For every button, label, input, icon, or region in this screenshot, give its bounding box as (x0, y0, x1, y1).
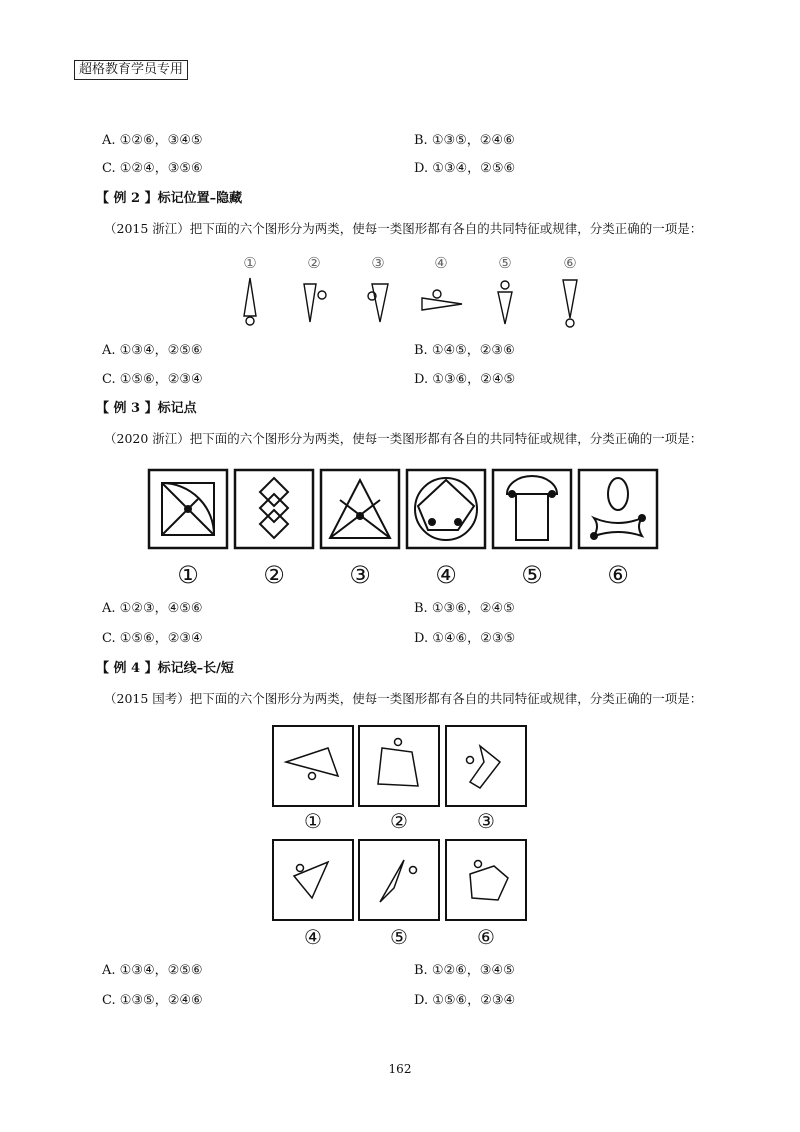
example4-fig5-triangle (380, 860, 404, 902)
example3-fig5-dot-a (509, 491, 515, 497)
example3-label-3: ③ (349, 561, 371, 589)
example3-option-c: C. ①⑤⑥，②③④ (102, 631, 203, 646)
example3-fig4-dot-a (429, 519, 435, 525)
example3-label-6: ⑥ (607, 561, 629, 589)
example3-fig2-diamond-mid (260, 494, 288, 522)
example3-fig1-dot (185, 506, 191, 512)
example2-label-5: ⑤ (498, 254, 512, 272)
example2-fig4-dot (433, 290, 441, 298)
example4-label-1: ① (304, 809, 322, 833)
example4-fig1-frame (273, 726, 353, 806)
example4-label-3: ③ (477, 809, 495, 833)
example4-fig6-dot (475, 861, 482, 868)
example2-label-1: ① (243, 254, 257, 272)
example2-fig6-dot (566, 319, 574, 327)
example3-fig6-ellipse (608, 478, 628, 510)
example4-option-a: A. ①③④，②⑤⑥ (102, 963, 203, 978)
example3-fig5-rect (516, 494, 548, 540)
example2-label-3: ③ (371, 254, 385, 272)
example2-option-c: C. ①⑤⑥，②③④ (102, 372, 203, 387)
example3-label-1: ① (177, 561, 199, 589)
example3-fig6-bowl (594, 518, 642, 536)
example3-fig4-dot-b (455, 519, 461, 525)
example3-question: （2020 浙江）把下面的六个图形分为两类，使每一类图形都有各自的共同特征或规律，分类正确的一项是： (104, 431, 703, 446)
example2-label-6: ⑥ (563, 254, 577, 272)
example3-option-b: B. ①③⑥，②④⑤ (414, 601, 515, 616)
example3-fig3-line-b (340, 500, 390, 538)
example4-figures (0, 722, 800, 962)
example2-option-d: D. ①③⑥，②④⑤ (414, 372, 516, 387)
example2-heading: 【 例 2 】标记位置–隐藏 (96, 191, 243, 206)
example3-fig6-dot-a (591, 533, 597, 539)
example4-fig3-dot (467, 757, 474, 764)
option-a: A. ①②⑥，③④⑤ (102, 133, 203, 148)
example2-fig4-triangle (422, 298, 462, 310)
example4-fig5-frame (359, 840, 439, 920)
example2-fig1-triangle (244, 278, 256, 316)
example4-label-5: ⑤ (390, 925, 408, 949)
example3-fig4-square (418, 480, 474, 530)
example3-fig3-triangle (330, 480, 390, 538)
example2-fig5-dot (501, 281, 509, 289)
example3-fig5-frame (493, 470, 571, 548)
option-b: B. ①③⑤，②④⑥ (414, 133, 515, 148)
option-d: D. ①③④，②⑤⑥ (414, 161, 516, 176)
example3-label-2: ② (263, 561, 285, 589)
example3-heading: 【 例 3 】标记点 (96, 401, 197, 416)
example4-fig2-quad (378, 748, 418, 786)
example4-fig4-frame (273, 840, 353, 920)
example3-label-5: ⑤ (521, 561, 543, 589)
example4-fig4-dot (297, 865, 304, 872)
example4-fig1-dot (309, 773, 316, 780)
example3-option-a: A. ①②③，④⑤⑥ (102, 601, 203, 616)
example2-label-4: ④ (434, 254, 448, 272)
example4-fig4-triangle (294, 862, 328, 898)
example4-label-2: ② (390, 809, 408, 833)
example4-heading: 【 例 4 】标记线–长/短 (96, 661, 234, 676)
example4-question: （2015 国考）把下面的六个图形分为两类，使每一类图形都有各自的共同特征或规律，分类正确的一项是： (104, 691, 703, 706)
example3-fig6-dot-b (639, 515, 645, 521)
example2-fig3-triangle (372, 284, 388, 322)
example4-fig3-frame (446, 726, 526, 806)
example4-option-d: D. ①⑤⑥，②③④ (414, 993, 516, 1008)
header-label: 超格教育学员专用 (74, 60, 188, 80)
example3-option-d: D. ①④⑥，②③⑤ (414, 631, 516, 646)
example4-fig3-quad (470, 746, 500, 788)
example2-fig5-triangle (498, 292, 512, 324)
example3-fig2-diamond-top (260, 478, 288, 506)
example3-fig2-diamond-bottom (260, 510, 288, 538)
example4-fig2-dot (395, 739, 402, 746)
example4-fig6-frame (446, 840, 526, 920)
example2-question: （2015 浙江）把下面的六个图形分为两类，使每一类图形都有各自的共同特征或规律，分类正确的一项是： (104, 221, 703, 236)
example4-label-6: ⑥ (477, 925, 495, 949)
example4-option-b: B. ①②⑥，③④⑤ (414, 963, 515, 978)
example3-fig3-line-a (330, 500, 380, 538)
example2-label-2: ② (307, 254, 321, 272)
example2-option-a: A. ①③④，②⑤⑥ (102, 343, 203, 358)
example3-label-4: ④ (435, 561, 457, 589)
example2-fig2-triangle (304, 284, 316, 322)
example4-fig5-dot (410, 867, 417, 874)
option-c: C. ①②④，③⑤⑥ (102, 161, 203, 176)
example4-fig6-pentagon (470, 866, 508, 900)
example3-fig3-dot (357, 513, 363, 519)
example2-option-b: B. ①④⑤，②③⑥ (414, 343, 515, 358)
example4-option-c: C. ①③⑤，②④⑥ (102, 993, 203, 1008)
example3-fig1-diagonal-b (162, 499, 198, 535)
example4-label-4: ④ (304, 925, 322, 949)
example3-figures (0, 466, 800, 596)
page-number: 162 (388, 1062, 412, 1076)
example2-figures (0, 250, 800, 340)
example2-fig2-dot (318, 291, 326, 299)
example2-fig6-triangle (563, 280, 577, 318)
example2-fig1-dot (246, 317, 254, 325)
example3-fig5-dot-b (549, 491, 555, 497)
